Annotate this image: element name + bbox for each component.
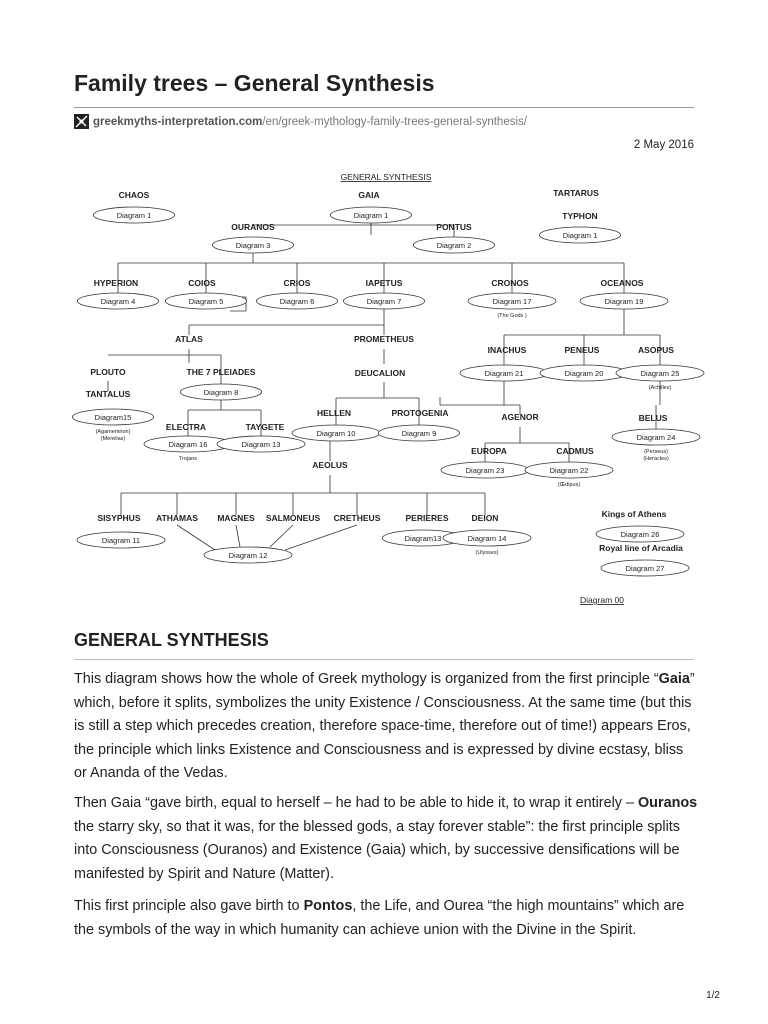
diagram-label[interactable]: Diagram 6: [279, 297, 315, 306]
node-name: BELUS: [638, 413, 668, 423]
node-name: HELLEN: [317, 408, 351, 418]
tree-node: [72, 389, 153, 442]
node-note-2: (Heracles): [643, 456, 669, 462]
tree-node: [217, 422, 305, 452]
diagram-label[interactable]: Diagram 16: [168, 440, 208, 449]
tree-node: [501, 412, 538, 422]
p1-text-a: This diagram shows how the whole of Greek mythology is organized from the first principle “: [74, 671, 659, 687]
node-name: SALMONEUS: [265, 513, 321, 523]
node-note: (Perseus): [644, 449, 668, 455]
tree-node: [266, 513, 321, 523]
paragraph-1: [74, 668, 699, 786]
node-note: (Achilles): [648, 385, 672, 391]
tree-node: [212, 222, 293, 253]
diagram-label[interactable]: Diagram 27: [625, 564, 665, 573]
paragraph-2: [74, 792, 699, 886]
node-name: AEOLUS: [312, 460, 348, 470]
node-name: THE 7 PLEIADES: [186, 367, 256, 377]
node-name: PERIERES: [405, 513, 449, 523]
node-name: Royal line of Arcadia: [599, 543, 683, 553]
diagram-label[interactable]: Diagram 13: [241, 440, 281, 449]
node-name: TAYGETE: [245, 422, 285, 432]
site-logo-icon: [74, 114, 89, 129]
p3-bold-pontos: Pontos: [303, 898, 353, 914]
node-name: PROMETHEUS: [354, 334, 414, 344]
diagram-label[interactable]: Diagram 1: [562, 231, 598, 240]
tree-node: [204, 547, 292, 563]
p3-text-a: This first principle also gave birth to: [74, 898, 304, 914]
node-name: GAIA: [358, 190, 380, 200]
node-name: Kings of Athens: [601, 509, 667, 519]
diagram-label[interactable]: Diagram 1: [116, 211, 152, 220]
node-name: PONTUS: [436, 222, 472, 232]
source-path[interactable]: /en/greek-mythology-family-trees-general-synthesis/: [262, 115, 527, 128]
tree-node: [596, 509, 684, 542]
p3-text-c: , the Life, and Ourea “the high mountains” which are the symbols of the way in which humanity can achieve union with the Divine in the Spirit.: [74, 898, 685, 938]
diagram-label[interactable]: Diagram13: [404, 534, 442, 543]
node-name: TARTARUS: [553, 188, 599, 198]
diagram-label[interactable]: Diagram 23: [465, 466, 505, 475]
node-name: OCEANOS: [600, 278, 644, 288]
node-note: (Ulysses): [475, 550, 499, 556]
node-name: CADMUS: [556, 446, 594, 456]
tree-node: [354, 334, 414, 344]
tree-node: [217, 513, 255, 523]
p1-bold-gaia: Gaia: [658, 671, 690, 687]
node-name: CRONOS: [491, 278, 529, 288]
tree-node: [77, 513, 165, 548]
node-name: ASOPUS: [638, 345, 674, 355]
p2-text-c: the starry sky, so that it was, for the blessed gods, a stay forever stable”: the first principle splits into Consciousness (Ouranos) and Existence (Gaia) which, by successive densifications will be manifested by Spirit and Nature (Matter).: [74, 818, 680, 882]
diagram-label[interactable]: Diagram 20: [564, 369, 604, 378]
diagram-label[interactable]: Diagram 12: [228, 551, 268, 560]
tree-node: [343, 278, 424, 309]
tree-node: [93, 190, 174, 223]
tree-node: [525, 446, 613, 488]
node-name: CRETHEUS: [333, 513, 381, 523]
node-name: DEUCALION: [354, 368, 406, 378]
paragraph-3: [74, 895, 699, 942]
diagram-label[interactable]: Diagram 24: [636, 433, 676, 442]
node-note: (Agamemnon): [95, 429, 131, 435]
node-name: COIOS: [188, 278, 216, 288]
diagram-label[interactable]: Diagram 25: [640, 369, 680, 378]
node-name: ATHAMAS: [156, 513, 198, 523]
diagram-label[interactable]: Diagram 14: [467, 534, 507, 543]
diagram-label[interactable]: Diagram 8: [203, 388, 239, 397]
diagram-label[interactable]: Diagram 21: [484, 369, 524, 378]
section-heading: GENERAL SYNTHESIS: [74, 630, 269, 650]
diagram-heading: GENERAL SYNTHESIS: [340, 172, 432, 182]
diagram-label[interactable]: Diagram15: [94, 413, 132, 422]
diagram-label[interactable]: Diagram 17: [492, 297, 532, 306]
tree-node: [77, 278, 158, 309]
diagram-label[interactable]: Diagram 7: [366, 297, 402, 306]
tree-node: [330, 190, 411, 223]
page-title: Family trees – General Synthesis: [74, 70, 435, 96]
diagram-label[interactable]: Diagram 10: [316, 429, 356, 438]
node-name: OURANOS: [231, 222, 275, 232]
node-name: AGENOR: [501, 412, 539, 422]
tree-node: [413, 222, 494, 253]
page-number: 1/2: [706, 990, 720, 1001]
p2-bold-ouranos: Ouranos: [637, 795, 698, 811]
tree-connector: [236, 525, 240, 547]
tree-node: [355, 368, 406, 378]
tree-node: [599, 543, 689, 576]
title-divider: [74, 107, 694, 108]
node-name: PENEUS: [564, 345, 600, 355]
tree-node: [468, 278, 556, 319]
tree-node: [165, 278, 246, 309]
diagram-label[interactable]: Diagram 3: [235, 241, 271, 250]
node-note-2: (Ménélas): [100, 436, 126, 442]
node-name: ATLAS: [175, 334, 203, 344]
p2-text-a: Then Gaia “gave birth, equal to herself – he had to be able to hide it, to wrap it entirely –: [74, 795, 638, 811]
tree-connector: [177, 525, 215, 550]
node-note: (Œdipus): [557, 482, 581, 488]
p1-text-c: ” which, before it splits, symbolizes the unity Existence / Consciousness. At the same time (but this is still a step which precedes creation, therefore space-time, therefore out of time!) appears Eros, the principle which links Existence and Consciousness and is expressed by divine ecstasy, bliss or Ananda of the Vedas.: [74, 671, 695, 781]
node-name: EUROPA: [471, 446, 507, 456]
node-name: TYPHON: [562, 211, 598, 221]
diagram-label[interactable]: Diagram 22: [549, 466, 589, 475]
node-name: SISYPHUS: [97, 513, 141, 523]
node-name: INACHUS: [487, 345, 527, 355]
family-tree-diagram: [0, 165, 768, 615]
source-domain[interactable]: greekmyths-interpretation.com: [93, 115, 263, 128]
node-name: ELECTRA: [165, 422, 207, 432]
tree-node: [441, 446, 529, 478]
node-name: IAPETUS: [365, 278, 403, 288]
source-link[interactable]: [74, 114, 527, 129]
node-name: HYPERION: [93, 278, 139, 288]
diagram-label[interactable]: Diagram 19: [604, 297, 644, 306]
node-name: TANTALUS: [85, 389, 131, 399]
tree-node: [443, 513, 531, 556]
node-name: CHAOS: [118, 190, 150, 200]
tree-node: [90, 367, 126, 377]
node-name: PROTOGENIA: [391, 408, 449, 418]
diagram-label[interactable]: Diagram 5: [188, 297, 224, 306]
publish-date: 2 May 2016: [633, 139, 694, 151]
diagram-label[interactable]: Diagram 26: [620, 530, 660, 539]
diagram-00-link[interactable]: Diagram 00: [580, 595, 624, 605]
tree-node: [312, 460, 348, 470]
tree-node: [334, 513, 381, 523]
node-name: CRIOS: [283, 278, 311, 288]
diagram-label[interactable]: Diagram 4: [100, 297, 136, 306]
tree-node: [256, 278, 337, 309]
diagram-label[interactable]: Diagram 2: [436, 241, 472, 250]
tree-connector: [253, 225, 454, 237]
diagram-label[interactable]: Diagram 11: [101, 536, 141, 545]
tree-node: [553, 188, 599, 198]
diagram-label[interactable]: Diagram 1: [353, 211, 389, 220]
tree-node: [580, 278, 668, 309]
node-name: DEION: [471, 513, 499, 523]
tree-node: [539, 211, 620, 243]
diagram-label[interactable]: Diagram 9: [401, 429, 437, 438]
tree-node: [175, 334, 203, 344]
node-note: Trojans: [178, 456, 198, 462]
node-name: MAGNES: [217, 513, 255, 523]
node-name: PLOUTO: [90, 367, 126, 377]
section-divider: [74, 659, 694, 660]
tree-node: [612, 413, 700, 462]
tree-connector: [270, 525, 293, 547]
tree-node: [156, 513, 198, 523]
tree-connector: [285, 525, 357, 550]
node-note: (The Gods ): [497, 313, 527, 319]
tree-node: [616, 345, 704, 391]
